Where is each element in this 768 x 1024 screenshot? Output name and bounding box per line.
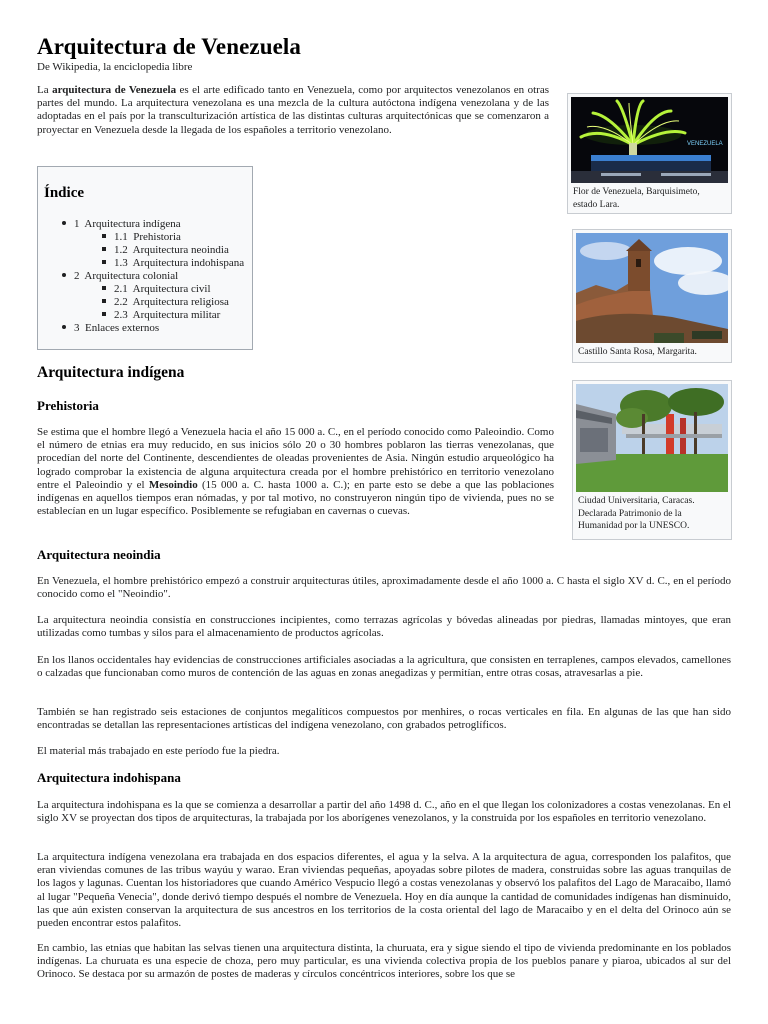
toc-item-1-3[interactable]: 1.3 Arquitectura indohispana [102, 257, 244, 269]
toc-item-2-2[interactable]: 2.2 Arquitectura religiosa [102, 296, 229, 308]
toc-item-3[interactable]: 3 Enlaces externos [62, 322, 159, 334]
neoindia-paragraph-2: La arquitectura neoindia consistía en construcciones incipientes, como terrazas agrícolas y bóvedas alineadas por piedras, llamadas mintoyes, que eran utilizadas como tumbas y silos para el almacenamiento de productos agrícolas. [37, 614, 731, 640]
thumbnail-castillo-santa-rosa [572, 229, 732, 363]
toc-title: Índice [44, 185, 85, 201]
page-title: Arquitectura de Venezuela [37, 34, 302, 59]
indohispana-paragraph-1: La arquitectura indohispana es la que se comienza a desarrollar a partir del año 1498 d. C., año en el que llegan los colonizadores a costas venezolanas. En el siglo XV se proyectan dos tipos de arquitecturas, la trabajada por los aborígenes venezolanos, y la construida por los españoles en territorio venezolano. [37, 799, 731, 825]
thumbnail-flor-de-venezuela [567, 93, 732, 214]
bullet-icon [102, 312, 106, 316]
toc-item-1[interactable]: 1 Arquitectura indígena [62, 218, 181, 230]
heading-prehistoria: Prehistoria [37, 398, 99, 413]
photo-flor-de-venezuela[interactable] [571, 97, 728, 183]
campus-icon [576, 384, 728, 492]
heading-arquitectura-neoindia: Arquitectura neoindia [37, 547, 161, 562]
bullet-icon [102, 286, 106, 290]
photo-castillo-santa-rosa[interactable] [576, 233, 728, 343]
photo-ciudad-universitaria[interactable] [576, 384, 728, 492]
neoindia-paragraph-5: El material más trabajado en este período fue la piedra. [37, 745, 280, 757]
table-of-contents [37, 166, 253, 350]
prehistoria-paragraph: Se estima que el hombre llegó a Venezuela hacia el año 15 000 a. C., en el período conocido como Paleoindio. Como el número de etnias era muy reducido, en sus inicios sólo 20 o 30 hombres poblaron las tierras venezolanas, que procedían del norte del Continente, descendientes de oleadas provenientes de Asia. Ningún estudio arqueológico ha logrado comprobar la existencia de alguna arquitectura creada por el hombre prehistórico en territorio venezolano entre el Paleoindio y el Mesoindio (15 000 a. C. hasta 1000 a. C.); en parte esto se debe a que las poblaciones indígenas en aquellos tiempos eran nómadas, y por tal motivo, no construyeron ningún tipo de vivienda, pues no se establecían en un lugar específico. Posiblemente se refugiaban en cavernas o cuevas. [37, 426, 554, 518]
mesoindio-bold: Mesoindio [148, 478, 198, 491]
intro-bold: arquitectura de Venezuela [52, 84, 177, 96]
intro-paragraph [37, 84, 549, 137]
intro-lead: La [37, 84, 53, 96]
svg-text:VENEZUELA: VENEZUELA [687, 141, 723, 147]
caption-ciudad-universitaria: Ciudad Universitaria, Caracas. Declarada Patrimonio de la Humanidad por la UNESCO. [578, 496, 695, 532]
neoindia-paragraph-3: En los llanos occidentales hay evidencias de construcciones artificiales asociadas a la agricultura, que consisten en terraplenes, campos elevados, camellones o calzadas que funcionaban como muros de contención de las aguas en zonas anegadizas y permitían, entre otras cosas, atravesarlas a pie. [37, 654, 731, 680]
caption-castillo-santa-rosa: Castillo Santa Rosa, Margarita. [578, 347, 697, 357]
bullet-icon [62, 221, 66, 225]
toc-item-2[interactable]: 2 Arquitectura colonial [62, 270, 178, 282]
site-tagline: De Wikipedia, la enciclopedia libre [37, 61, 193, 73]
indohispana-paragraph-2: La arquitectura indígena venezolana era trabajada en dos espacios diferentes, el agua y la selva. A la arquitectura de agua, corresponden los palafitos, que eran viviendas comunes de las tribus wayúu y warao. Eran viviendas pequeñas, apoyadas sobre pilotes de madera, construidas sobre las aguas tranquilas de los lagos y lagunas. Cuentan los historiadores que cuando Américo Vespucio llegó a costas venezolanas y observó los palafitos del Lago de Maracaibo, llamó al lugar "Pequeña Venecia", donde derivó tiempo después el nombre de Venezuela. Hoy en día aunque la cantidad de comunidades indígenas han disminuido, las que aún existen conservan la arquitectura de sus ancestros en los territorios de la costa oriental del lago de Maracaibo y en el delta del Orinoco aún se pueden encontrar estos palafitos. [37, 851, 731, 930]
bullet-icon [102, 299, 106, 303]
heading-arquitectura-indigena: Arquitectura indígena [37, 364, 185, 381]
caption-flor-de-venezuela: Flor de Venezuela, Barquisimeto, estado Lara. [573, 187, 700, 210]
bullet-icon [62, 273, 66, 277]
toc-item-1-1[interactable]: 1.1 Prehistoria [102, 231, 181, 243]
toc-item-2-3[interactable]: 2.3 Arquitectura militar [102, 309, 220, 321]
toc-item-2-1[interactable]: 2.1 Arquitectura civil [102, 283, 211, 295]
toc-item-1-2[interactable]: 1.2 Arquitectura neoindia [102, 244, 229, 256]
bullet-icon [102, 260, 106, 264]
neoindia-paragraph-4: También se han registrado seis estaciones de conjuntos megalíticos compuestos por menhires, o rocas verticales en fila. En algunas de las que han sido encontradas se detallan las representaciones artísticas del indígena venezolano, con grabados petroglíficos. [37, 706, 731, 732]
castle-icon [576, 233, 728, 343]
heading-arquitectura-indohispana: Arquitectura indohispana [37, 770, 181, 785]
neoindia-paragraph-1: En Venezuela, el hombre prehistórico empezó a construir arquitecturas útiles, aproximadamente desde el año 1000 a. C hasta el siglo XV d. C., en el período conocido como el "Neoindio". [37, 575, 731, 601]
indohispana-paragraph-3: En cambio, las etnias que habitan las selvas tienen una arquitectura distinta, la churuata, era y sigue siendo el tipo de vivienda predominante en los poblados indígenas. La churuata es una especie de choza, pero muy particular, es una vivienda colectiva propia de los pueblos panare y piaroa, ubicados al sur del Orinoco. Se destaca por su armazón de postes de maderas y círculos concéntricos interiores, sobre los que se [37, 942, 731, 981]
bullet-icon [102, 247, 106, 251]
flower-pavilion-icon [571, 97, 728, 183]
bullet-icon [102, 234, 106, 238]
intro-rest: es el arte edificado tanto en Venezuela, como por arquitectos venezolanos en otras partes del mundo. La arquitectura venezolana es una mezcla de la cultura autóctona indígena venezolana y de las adoptadas en el país por la transculturización artística de las distintas culturas arquitectónicas que se comenzaron a proyectar en Venezuela desde la llegada de los españoles a territorio venezolano. [37, 84, 549, 136]
thumbnail-ciudad-universitaria [572, 380, 732, 540]
bullet-icon [62, 325, 66, 329]
